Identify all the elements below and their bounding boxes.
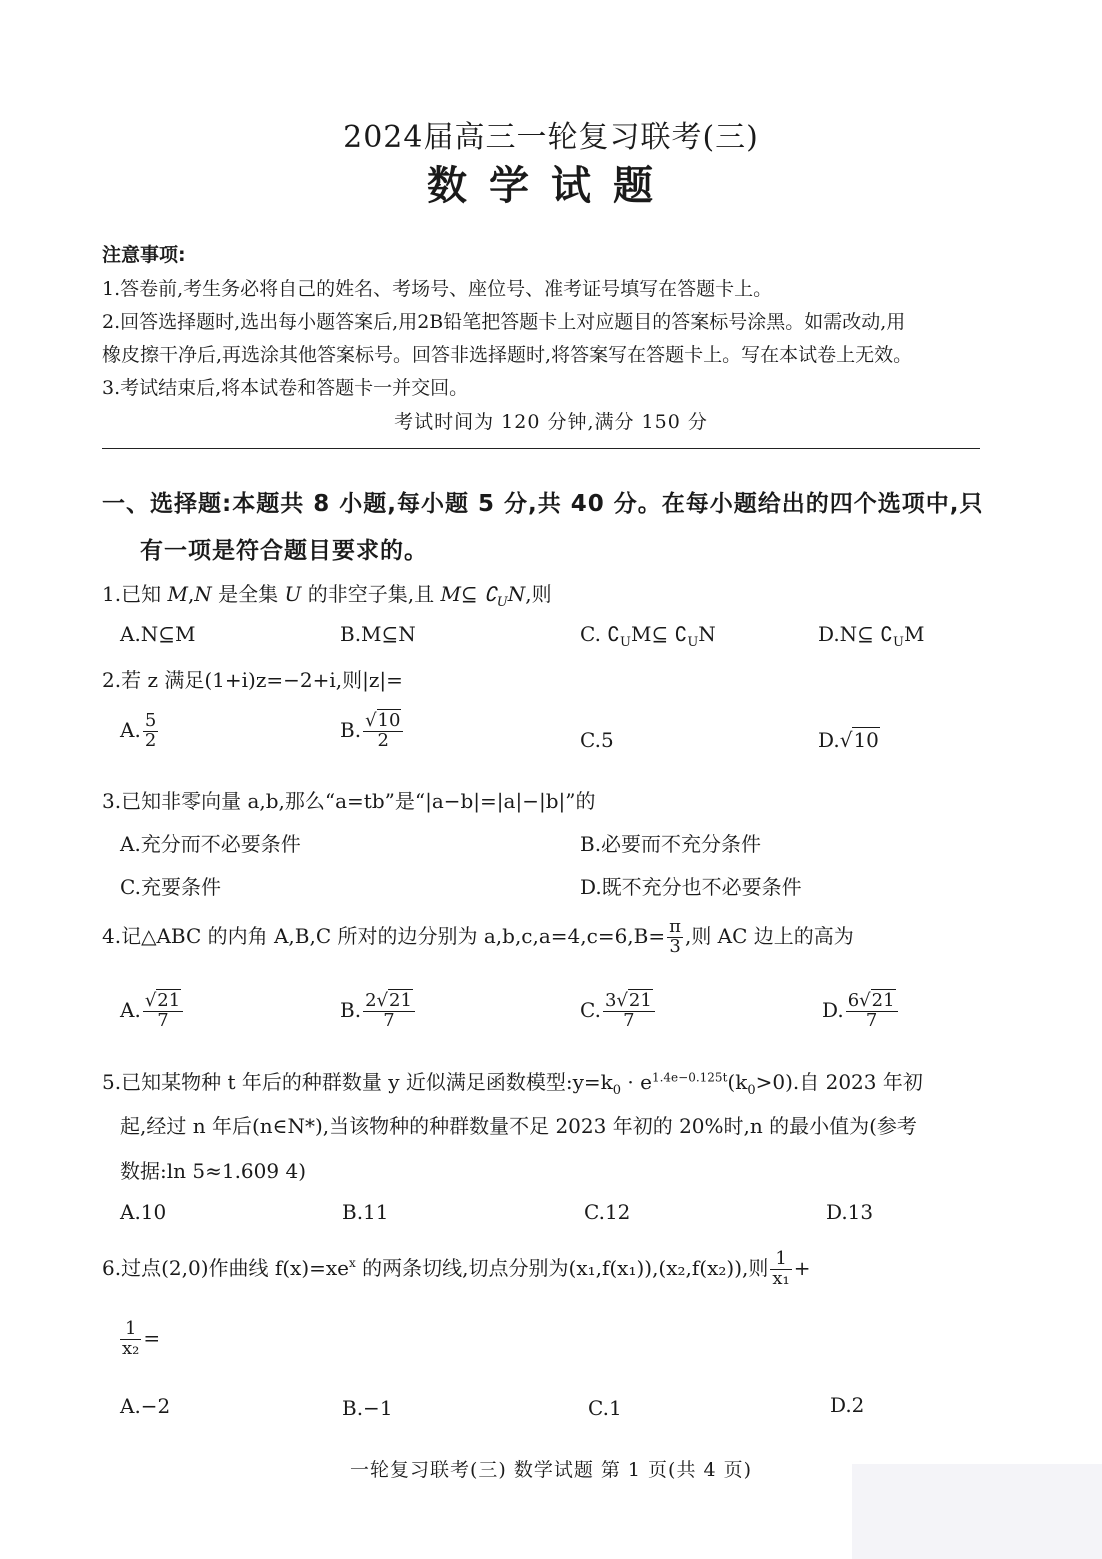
q6-fraction-2	[120, 1320, 141, 1359]
denominator: 2	[144, 729, 157, 751]
denominator: 7	[383, 1009, 395, 1031]
page-footer: 一轮复习联考(三) 数学试题 第 1 页(共 4 页)	[349, 1459, 753, 1481]
notice-item-2-line-1: 2.回答选择题时,选出每小题答案后,用2B铅笔把答题卡上对应题目的答案标号涂黑。如需改动,用	[102, 311, 906, 333]
q4b-fraction	[363, 992, 415, 1031]
numerator: 2√21	[363, 992, 415, 1012]
denominator: 7	[157, 1009, 169, 1031]
section-heading-line-1: 一、选择题:本题共 8 小题,每小题 5 分,共 40 分。在每小题给出的四个选项中,只	[102, 491, 984, 517]
radicand: 21	[389, 990, 412, 1011]
radicand: 21	[628, 990, 652, 1011]
q4-text: ,则 AC 边上的高为	[684, 923, 854, 948]
q6-option-b: B.−1	[342, 1396, 393, 1420]
q1-text: 是全集	[211, 582, 285, 606]
subject-title: 数学试题	[427, 163, 675, 209]
q2-option-a	[120, 712, 160, 751]
q6-option-a: A.−2	[120, 1394, 171, 1418]
q5-text: · e	[621, 1070, 652, 1094]
numerator: 5	[144, 710, 157, 731]
exam-time: 考试时间为 120 分钟,满分 150 分	[394, 411, 708, 433]
q5-option-a: A.10	[120, 1200, 167, 1224]
q5-text: (k	[727, 1070, 748, 1094]
q1d-sub: U	[893, 635, 904, 650]
numerator: √21	[143, 992, 183, 1012]
q5-text: >0).自 2023 年初	[755, 1070, 923, 1094]
q2-option-b	[340, 712, 405, 751]
q1-var: N	[194, 582, 212, 606]
q3-option-d: D.既不充分也不必要条件	[580, 875, 802, 899]
q4-option-d	[822, 992, 900, 1031]
q1-option-d	[818, 622, 924, 650]
q4a-fraction	[143, 992, 183, 1031]
denominator: 2	[377, 729, 389, 751]
section-heading-line-2: 有一项是符合题目要求的。	[140, 538, 428, 564]
q1-condition: M⊆ ∁	[440, 582, 497, 606]
radicand: 10	[377, 710, 401, 731]
q2a-fraction	[143, 712, 158, 751]
denominator: x₁	[772, 1267, 790, 1289]
numerator: √10	[363, 712, 403, 732]
q1-text: ,	[187, 582, 195, 606]
numerator: 1	[120, 1320, 141, 1340]
q4d-label: D.	[822, 997, 844, 1022]
q1-text: ,则	[525, 582, 552, 606]
q4c-label: C.	[580, 997, 601, 1022]
notice-heading: 注意事项:	[102, 244, 186, 266]
q4a-label: A.	[120, 997, 141, 1022]
radicand: 21	[871, 990, 895, 1011]
q5-text: 5.已知某物种 t 年后的种群数量 y 近似满足函数模型:y=k	[102, 1070, 613, 1094]
question-3: 3.已知非零向量 a,b,那么“a=tb”是“|a−b|=|a|−|b|”的	[102, 789, 596, 813]
q3-option-c: C.充要条件	[120, 875, 221, 899]
numerator: 1	[770, 1250, 791, 1270]
q6-text: 6.过点(2,0)作曲线 f(x)=xe	[102, 1255, 350, 1280]
question-6-line-1	[102, 1250, 811, 1289]
notice-item-1: 1.答卷前,考生务必将自己的姓名、考场号、座位号、准考证号填写在答题卡上。	[102, 278, 773, 300]
q2b-fraction	[363, 712, 403, 751]
q4-fraction	[667, 918, 683, 957]
notice-item-2-line-2: 橡皮擦干净后,再选涂其他答案标号。回答非选择题时,将答案写在答题卡上。写在本试卷上无效。	[102, 344, 913, 366]
q1-option-a: A.N⊆M	[120, 622, 196, 646]
q4d-fraction	[846, 992, 898, 1031]
radicand: 10	[853, 728, 879, 752]
denominator: 7	[865, 1009, 878, 1031]
question-5-line-2: 起,经过 n 年后(n∈N*),当该物种的种群数量不足 2023 年初的 20%时,n 的最小值为(参考	[120, 1114, 917, 1138]
divider	[102, 448, 980, 449]
q1c-text: M⊆ ∁	[631, 622, 688, 646]
question-4	[102, 918, 854, 957]
numerator: 6√21	[846, 992, 898, 1012]
q4-option-b	[340, 992, 417, 1031]
q1-var: M	[167, 582, 188, 606]
q2b-label: B.	[340, 717, 362, 742]
q6-exponent: x	[349, 1256, 356, 1271]
question-6-line-2	[118, 1320, 160, 1359]
question-2: 2.若 z 满足(1+i)z=−2+i,则|z|=	[102, 668, 403, 692]
q2-option-c: C.5	[580, 728, 614, 752]
q1-text: 的非空子集,且	[301, 582, 441, 606]
q1-option-b: B.M⊆N	[340, 622, 416, 646]
q5-option-c: C.12	[584, 1200, 631, 1224]
coefficient: 2	[365, 990, 377, 1011]
q5-subscript: 0	[612, 1083, 622, 1098]
question-5-line-3: 数据:ln 5≈1.609 4)	[120, 1159, 306, 1183]
radicand: 21	[157, 990, 181, 1011]
q3-option-b: B.必要而不充分条件	[580, 832, 762, 856]
q2d-label: D.	[818, 728, 840, 752]
q2a-label: A.	[120, 717, 141, 742]
q1-option-c	[580, 622, 716, 650]
q5-option-d: D.13	[826, 1200, 874, 1224]
q1-subscript: U	[496, 595, 508, 610]
coefficient: 3	[604, 990, 617, 1011]
q6-option-c: C.1	[588, 1396, 622, 1420]
exam-title: 2024届高三一轮复习联考(三)	[343, 120, 759, 155]
q1-var: U	[284, 582, 302, 606]
q2-option-d: D.√10	[818, 728, 879, 752]
coefficient: 6	[847, 990, 860, 1011]
q6-text: 的两条切线,切点分别为(x₁,f(x₁)),(x₂,f(x₂)),则	[355, 1255, 769, 1280]
q1-text: 1.已知	[102, 582, 168, 606]
q1c-text: C. ∁	[580, 622, 621, 646]
denominator: x₂	[122, 1337, 140, 1359]
q1c-sub: U	[620, 635, 631, 650]
q1d-text: M	[904, 622, 925, 646]
q6-equals: =	[143, 1325, 161, 1350]
denominator: 3	[669, 935, 681, 957]
scan-corner	[852, 1464, 1102, 1559]
q6-option-d: D.2	[830, 1393, 865, 1417]
q1d-text: D.N⊆ ∁	[818, 622, 894, 646]
numerator: π	[669, 916, 681, 937]
q5-subscript: 0	[747, 1083, 756, 1098]
q5-option-b: B.11	[342, 1200, 389, 1224]
question-5-line-1	[102, 1066, 923, 1098]
q6-plus: +	[793, 1255, 811, 1280]
q4-text: 4.记△ABC 的内角 A,B,C 所对的边分别为 a,b,c,a=4,c=6,B=	[102, 923, 666, 948]
q5-exponent: 1.4e−0.125t	[651, 1070, 728, 1085]
q1c-text: N	[698, 622, 716, 646]
q4-option-c	[580, 992, 657, 1031]
q1-condition: N	[507, 582, 526, 606]
q3-option-a: A.充分而不必要条件	[120, 832, 301, 856]
q6-fraction-1	[770, 1250, 791, 1289]
q1c-sub: U	[687, 635, 699, 650]
notice-item-3: 3.考试结束后,将本试卷和答题卡一并交回。	[102, 377, 469, 399]
q4b-label: B.	[340, 997, 362, 1022]
q4c-fraction	[603, 992, 655, 1031]
numerator: 3√21	[603, 992, 655, 1012]
q4-option-a	[120, 992, 185, 1031]
question-1	[102, 578, 552, 610]
denominator: 7	[623, 1009, 635, 1031]
